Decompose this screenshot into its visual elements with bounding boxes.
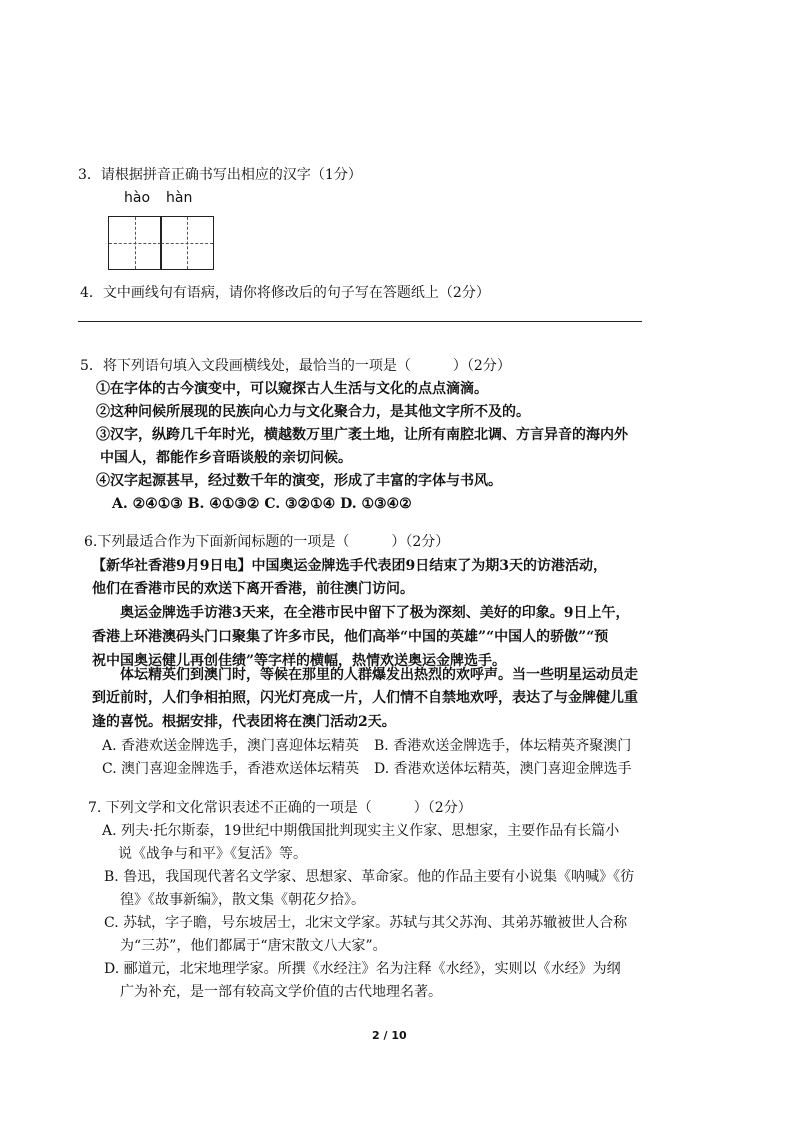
q7-option-b-line1: B. 鲁迅，我国现代著名文学家、思想家、革命家。他的作品主要有小说集《呐喊》《彷 (104, 869, 635, 885)
q6-option-d: D. 香港欢送体坛精英，澳门喜迎金牌选手 (374, 761, 632, 777)
answer-line[interactable] (78, 321, 642, 322)
q5-sentence-2: ②这种问候所展现的民族向心力与文化聚合力，是其他文字所不及的。 (96, 404, 530, 420)
pinyin-1: hào (124, 190, 151, 206)
q3-stem: 3．请根据拼音正确书写出相应的汉字（1分） (78, 167, 362, 183)
q6-para2-line2: 香港上环港澳码头门口聚集了许多市民，他们高举“中国的英雄”“中国人的骄傲”“预 (92, 629, 609, 645)
pinyin-2: hàn (166, 190, 193, 206)
q6-stem: 6.下列最适合作为下面新闻标题的一项是（ ）（2分） (84, 534, 450, 550)
q7-option-a-line1: A. 列夫·托尔斯泰，19世纪中期俄国批判现实主义作家、思想家，主要作品有长篇小 (102, 823, 620, 839)
q5-sentence-4: ④汉字起源甚早，经过数千年的演变，形成了丰富的字体与书风。 (96, 473, 502, 489)
q5-sentence-3a: ③汉字，纵跨几千年时光，横越数万里广袤土地，让所有南腔北调、方言异音的海内外 (96, 427, 628, 443)
tianzige-box-1[interactable] (108, 216, 162, 270)
q4-stem: 4．文中画线句有语病，请你将修改后的句子写在答题纸上（2分） (80, 285, 490, 301)
q7-option-c-line2: 为“三苏”，他们都属于“唐宋散文八大家”。 (120, 938, 387, 954)
q5-sentence-1: ①在字体的古今演变中，可以窥探古人生活与文化的点点滴滴。 (96, 381, 488, 397)
q7-stem: 7. 下列文学和文化常识表述不正确的一项是（ ）（2分） (88, 800, 472, 816)
q7-option-d-line2: 广为补充，是一部有较高文学价值的古代地理名著。 (120, 984, 442, 1000)
q6-option-c: C. 澳门喜迎金牌选手，香港欢送体坛精英 (102, 761, 360, 777)
q7-option-a-line2: 说《战争与和平》《复活》等。 (118, 846, 307, 862)
q6-para1-line1: 【新华社香港9月9日电】中国奥运金牌选手代表团9日结束了为期3天的访港活动， (92, 558, 607, 574)
q6-option-a: A. 香港欢送金牌选手，澳门喜迎体坛精英 (102, 738, 360, 754)
q6-para2-line3: 祝中国奥运健儿再创佳绩”等字样的横幅，热情欢送奥运金牌选手。 (92, 653, 507, 669)
q5-options: A. ②④①③ B. ④①③② C. ③②①④ D. ①③④② (112, 496, 412, 512)
q6-para2-line1: 奥运金牌选手访港3天来，在全港市民中留下了极为深刻、美好的印象。9日上午， (120, 605, 630, 621)
q5-sentence-3b: 中国人，都能作乡音晤谈般的亲切问候。 (100, 450, 352, 466)
q7-option-c-line1: C. 苏轼，字子瞻，号东坡居士，北宋文学家。苏轼与其父苏洵、其弟苏辙被世人合称 (104, 915, 628, 931)
q7-option-b-line2: 徨》《故事新编》，散文集《朝花夕拾》。 (120, 892, 365, 908)
q6-para3-line3: 逢的喜悦。根据安排，代表团将在澳门活动2天。 (92, 714, 396, 730)
q6-para3-line1: 体坛精英们到澳门时，等候在那里的人群爆发出热烈的欢呼声。当一些明星运动员走 (120, 667, 638, 683)
q6-option-b: B. 香港欢送金牌选手，体坛精英齐聚澳门 (374, 738, 632, 754)
page-number: 2 / 10 (372, 1029, 407, 1042)
q6-para1-line2: 他们在香港市民的欢送下离开香港，前往澳门访问。 (92, 581, 414, 597)
tianzige-box-2[interactable] (160, 216, 214, 270)
q5-stem: 5．将下列语句填入文段画横线处，最恰当的一项是（ ）（2分） (80, 358, 511, 374)
q6-para3-line2: 到近前时，人们争相拍照，闪光灯亮成一片，人们情不自禁地欢呼，表达了与金牌健儿重 (92, 690, 638, 706)
q7-option-d-line1: D. 郦道元，北宋地理学家。所撰《水经注》名为注释《水经》，实则以《水经》为纲 (104, 961, 621, 977)
